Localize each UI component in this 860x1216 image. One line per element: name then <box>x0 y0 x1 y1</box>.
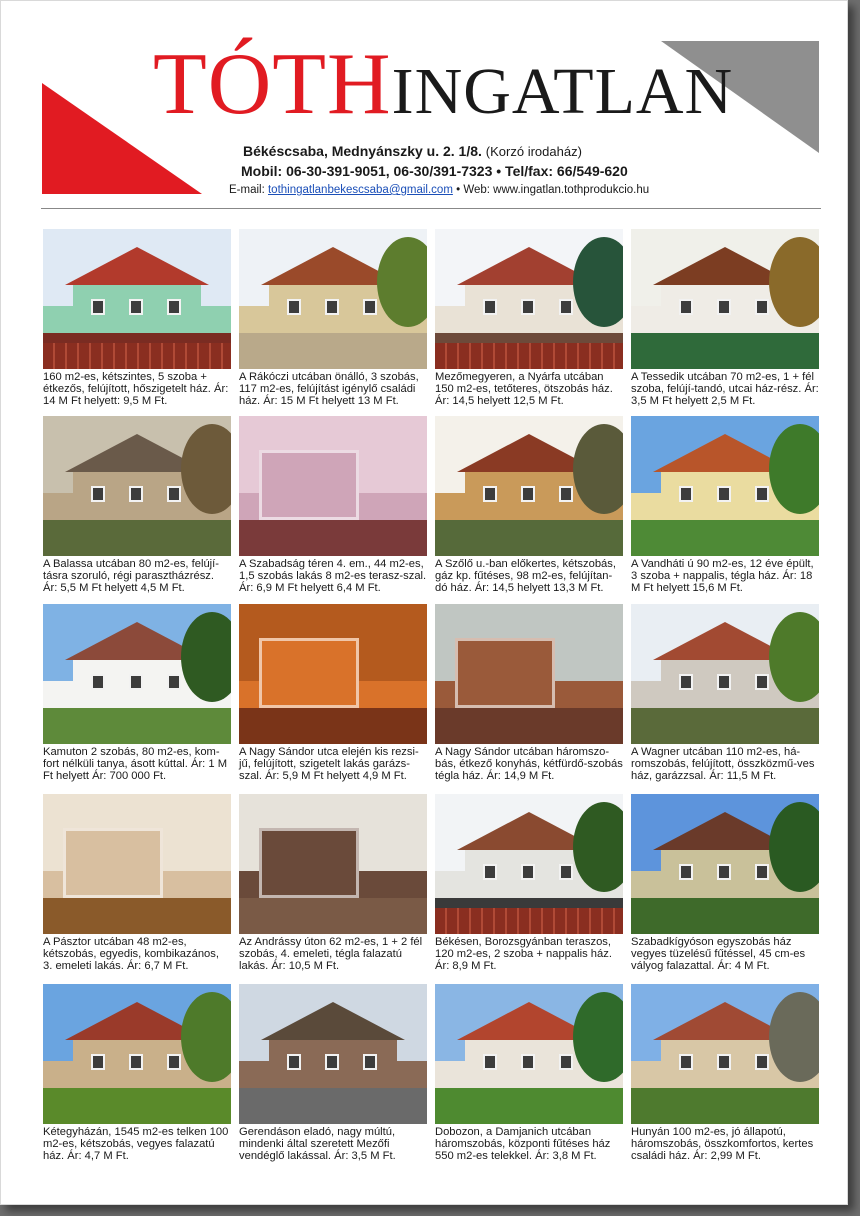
photo-ground <box>435 1088 623 1124</box>
photo-window <box>559 299 573 315</box>
photo-window <box>129 486 143 502</box>
listing-card[interactable] <box>631 604 819 783</box>
listing-caption: Dobozon, a Damjanich utcában háromszobás, központi fűtéses ház 550 m2-es telekkel. Ár: 3,8 M Ft. <box>435 1126 611 1163</box>
photo-window <box>91 1054 105 1070</box>
listing-card[interactable] <box>43 416 231 595</box>
email-link[interactable]: tothingatlanbekescsaba@gmail.com <box>267 184 453 196</box>
photo-window <box>559 1054 573 1070</box>
photo-window <box>325 1054 339 1070</box>
listing-card[interactable] <box>239 984 427 1163</box>
listing-caption: A Rákóczi utcában önálló, 3 szobás, 117 m2-es, felújítást igénylő családi ház. Ár: 15 M Ft helyett 13 M Ft. <box>239 371 419 408</box>
listing-photo[interactable] <box>435 229 623 369</box>
photo-ground <box>43 520 231 556</box>
listing-caption: A Szőlő u.-ban előkertes, kétszobás, gáz kp. fűtéses, 98 m2-es, felújítan-dó ház. Ár: 14,5 helyett 13,3 M Ft. <box>435 558 616 595</box>
email-label: E-mail: <box>229 184 265 196</box>
photo-window <box>755 1054 769 1070</box>
photo-window <box>559 486 573 502</box>
photo-ground <box>43 708 231 744</box>
listing-caption: Kétegyházán, 1545 m2-es telken 100 m2-es, kétszobás, vegyes falazatú ház. Ár: 4,7 M Ft. <box>43 1126 229 1163</box>
photo-window <box>717 486 731 502</box>
photo-window <box>363 1054 377 1070</box>
photo-window <box>129 674 143 690</box>
photo-window <box>483 299 497 315</box>
listing-photo[interactable] <box>239 794 427 934</box>
photo-window <box>129 1054 143 1070</box>
photo-window <box>755 299 769 315</box>
listing-photo[interactable] <box>43 604 231 744</box>
listing-card[interactable] <box>631 794 819 973</box>
listing-photo[interactable] <box>631 604 819 744</box>
listing-caption: A Nagy Sándor utcában háromszo-bás, étkező konyhás, kétfürdő-szobás tégla ház. Ár: 14,9 M Ft. <box>435 746 623 783</box>
photo-window <box>755 674 769 690</box>
listing-caption: Az Andrássy úton 62 m2-es, 1 + 2 fél szobás, 4. emeleti, tégla falazatú lakás. Ár: 10,5 M Ft. <box>239 936 423 973</box>
photo-interior <box>259 638 359 708</box>
listing-card[interactable] <box>435 604 623 783</box>
listing-card[interactable] <box>43 229 231 408</box>
listing-photo[interactable] <box>43 416 231 556</box>
photo-window <box>559 864 573 880</box>
photo-ground <box>435 520 623 556</box>
photo-ground <box>43 898 231 934</box>
photo-window <box>483 1054 497 1070</box>
listing-photo[interactable] <box>239 229 427 369</box>
photo-fence <box>435 908 623 934</box>
photo-window <box>167 299 181 315</box>
listing-photo[interactable] <box>631 229 819 369</box>
photo-window <box>167 1054 181 1070</box>
listing-caption: Békésen, Borozsgyánban teraszos, 120 m2-es, 2 szoba + nappalis ház. Ár: 8,9 M Ft. <box>435 936 612 973</box>
photo-window <box>679 674 693 690</box>
photo-window <box>167 486 181 502</box>
logo-black-text: INGATLAN <box>391 55 734 128</box>
listing-caption: Kamuton 2 szobás, 80 m2-es, kom-fort nélküli tanya, ásott kúttal. Ár: 1 M Ft helyett Ár: 700 000 Ft. <box>43 746 228 783</box>
photo-window <box>521 864 535 880</box>
photo-window <box>483 486 497 502</box>
listing-photo[interactable] <box>43 984 231 1124</box>
listing-photo[interactable] <box>239 604 427 744</box>
photo-window <box>521 1054 535 1070</box>
listing-caption: 160 m2-es, kétszintes, 5 szoba + étkezős, felújított, hőszigetelt ház. Ár: 14 M Ft helyett: 9,5 M Ft. <box>43 371 229 408</box>
photo-interior <box>455 638 555 708</box>
contact-line <box>229 184 649 196</box>
photo-window <box>679 486 693 502</box>
listing-photo[interactable] <box>239 984 427 1124</box>
photo-window <box>679 1054 693 1070</box>
photo-ground <box>239 1088 427 1124</box>
photo-window <box>717 674 731 690</box>
listing-card[interactable] <box>43 604 231 783</box>
listing-card[interactable] <box>435 984 623 1163</box>
photo-ground <box>239 898 427 934</box>
listing-card[interactable] <box>239 229 427 408</box>
photo-window <box>287 299 301 315</box>
listing-caption: A Szabadság téren 4. em., 44 m2-es, 1,5 szobás lakás 8 m2-es terasz-szal. Ár: 6,9 M Ft helyett 6,4 M Ft. <box>239 558 427 595</box>
photo-interior <box>63 828 163 898</box>
photo-window <box>679 299 693 315</box>
photo-ground <box>631 1088 819 1124</box>
photo-window <box>521 486 535 502</box>
listing-card[interactable] <box>631 229 819 408</box>
listing-card[interactable] <box>631 984 819 1163</box>
listing-photo[interactable] <box>435 604 623 744</box>
company-logo <box>153 36 734 137</box>
listing-photo[interactable] <box>631 794 819 934</box>
listing-photo[interactable] <box>43 229 231 369</box>
listing-caption: Hunyán 100 m2-es, jó állapotú, háromszobás, összkomfortos, kertes családi ház. Ár: 2,99 M Ft. <box>631 1126 814 1163</box>
listing-caption: Szabadkígyóson egyszobás ház vegyes tüzelésű fűtéssel, 45 cm-es vályog falazattal. Ár: 4 M Ft. <box>631 936 806 973</box>
photo-roof <box>261 1002 405 1040</box>
photo-ground <box>631 898 819 934</box>
phone-numbers: Mobil: 06-30-391-9051, 06-30/391-7323 • Tel/fax: 66/549-620 <box>241 163 628 179</box>
photo-ground <box>239 520 427 556</box>
photo-window <box>325 299 339 315</box>
listing-photo[interactable] <box>435 984 623 1124</box>
photo-interior <box>259 450 359 520</box>
listing-card[interactable] <box>43 984 231 1163</box>
logo-red-text: TÓTH <box>153 36 392 133</box>
listing-card[interactable] <box>43 794 231 973</box>
listing-photo[interactable] <box>239 416 427 556</box>
photo-ground <box>43 1088 231 1124</box>
photo-window <box>755 864 769 880</box>
listing-caption: A Nagy Sándor utca elején kis rezsi-jű, felújított, szigetelt lakás garázs-szal. Ár: 5,9 M Ft helyett 4,9 M Ft. <box>239 746 419 783</box>
photo-window <box>483 864 497 880</box>
listing-photo[interactable] <box>435 416 623 556</box>
listing-photo[interactable] <box>43 794 231 934</box>
photo-window <box>167 674 181 690</box>
photo-ground <box>631 520 819 556</box>
photo-ground <box>239 333 427 369</box>
listing-photo[interactable] <box>631 416 819 556</box>
photo-ground <box>631 708 819 744</box>
listing-card[interactable] <box>239 416 427 595</box>
header-divider <box>41 208 821 209</box>
photo-window <box>679 864 693 880</box>
photo-fence <box>435 343 623 369</box>
photo-window <box>287 1054 301 1070</box>
listing-card[interactable] <box>631 416 819 595</box>
listing-caption: A Wagner utcában 110 m2-es, há-romszobás, felújított, összközmű-ves ház, garázzsal. Ár: 11,5 M Ft. <box>631 746 815 783</box>
photo-window <box>717 864 731 880</box>
photo-ground <box>239 708 427 744</box>
listing-caption: Mezőmegyeren, a Nyárfa utcában 150 m2-es, tetőteres, ötszobás ház. Ár: 14,5 helyett 12,5 M Ft. <box>435 371 613 408</box>
photo-window <box>521 299 535 315</box>
photo-window <box>91 674 105 690</box>
listing-card[interactable] <box>239 604 427 783</box>
listing-photo[interactable] <box>435 794 623 934</box>
listing-caption: A Vandháti ú 90 m2-es, 12 éve épült, 3 szoba + nappalis, tégla ház. Ár: 18 M Ft helyett 15,6 M Ft. <box>631 558 814 595</box>
photo-window <box>363 299 377 315</box>
photo-interior <box>259 828 359 898</box>
listing-card[interactable] <box>435 794 623 973</box>
photo-fence <box>43 343 231 369</box>
listing-caption: Gerendáson eladó, nagy múltú, mindenki által szeretett Mezőfi vendéglő lakással. Ár: 3,5 M Ft. <box>239 1126 396 1163</box>
listing-photo[interactable] <box>631 984 819 1124</box>
listing-card[interactable] <box>239 794 427 973</box>
listing-card[interactable] <box>435 229 623 408</box>
photo-roof <box>65 247 209 285</box>
photo-window <box>755 486 769 502</box>
listing-caption: A Pásztor utcában 48 m2-es, kétszobás, egyedis, kombikazános, 3. emeleti lakás. Ár: 6,7 M Ft. <box>43 936 219 973</box>
photo-window <box>91 299 105 315</box>
photo-window <box>717 1054 731 1070</box>
photo-window <box>129 299 143 315</box>
listing-caption: A Balassa utcában 80 m2-es, felújí-tásra szoruló, régi parasztházrész. Ár: 5,5 M Ft helyett 4,5 M Ft. <box>43 558 219 595</box>
address-text: Békéscsaba, Mednyánszky u. 2. 1/8. <box>243 143 482 159</box>
office-address <box>243 143 582 159</box>
photo-window <box>717 299 731 315</box>
address-note: (Korzó irodaház) <box>485 144 582 159</box>
listing-caption: A Tessedik utcában 70 m2-es, 1 + fél szoba, felújí-tandó, utcai ház-rész. Ár: 3,5 M Ft helyett 2,5 M Ft. <box>631 371 819 408</box>
website-text: • Web: www.ingatlan.tothprodukcio.hu <box>456 184 650 196</box>
photo-ground <box>631 333 819 369</box>
listing-card[interactable] <box>435 416 623 595</box>
photo-window <box>91 486 105 502</box>
photo-ground <box>435 708 623 744</box>
